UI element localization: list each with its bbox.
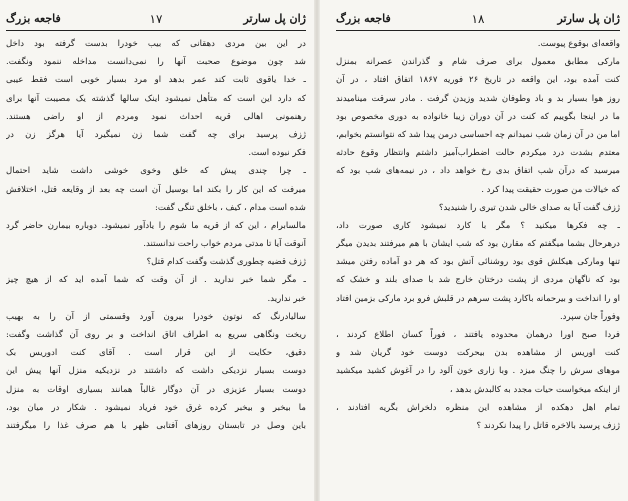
right-page-header bbox=[336, 8, 620, 30]
text-line: ما بیخبر و بیخبر کرده غرق خود فریاد نمیشود . شکار در میان بود، bbox=[6, 402, 306, 413]
text-line: بود که ناگهان مردی از پشت درختان خارج شد با صدای بلند و خشک که bbox=[336, 275, 620, 286]
text-line: وفوراً جان سپرد. bbox=[559, 311, 620, 322]
text-line: خبر ندارید. bbox=[267, 293, 306, 304]
left-header-author: ژان پل سارتر bbox=[243, 12, 306, 25]
text-line: تمام اهل دهکده از مشاهده این منظره دلخراش بگریه افتادند ، bbox=[336, 402, 620, 413]
left-header-rule bbox=[6, 30, 306, 31]
text-line: فکر نبوده است. bbox=[248, 148, 306, 159]
text-line: موهای سرش را چنگ میزد . وبا زاری خون آلود را در آغوش کشید میکشید bbox=[336, 366, 620, 377]
text-line: ژزف پرسید بالاخره قاتل را پیدا نکردند ؟ bbox=[476, 420, 620, 431]
text-line: او را انداخت و بیرحمانه باکارد پشت سرهم در قلبش فرو برد مارکی بزمین افتاد bbox=[336, 293, 620, 304]
text-line: ژزف گفت آیا به صدای خالی شدن تیری را شنیدید؟ bbox=[438, 202, 620, 213]
text-line: ـ چه فکرها میکنید ؟ مگر با کارد نمیشود کاری صورت داد، bbox=[336, 220, 620, 231]
text-line: دوست بسیار عزیزی در آن دوگار غالباً همانند بسیاری اوقات به منزل bbox=[6, 384, 306, 395]
text-line: ژزف پرسید برای چه گفت شما زن نمیگیرد آیا هرگز زن در bbox=[6, 129, 306, 140]
right-page-number: ۱۸ bbox=[471, 12, 485, 26]
text-line: روز هوا بسیار بد و باد وطوفان شدید وزیدن گرفت . مادر سرقت مینامیدند bbox=[336, 93, 620, 104]
text-line: اما من در آن زمان شب نمیدانم چه احساسی درمن پیدا شد که نتوانستم بخوابم، bbox=[336, 129, 620, 140]
text-line: دوست بسیار نزدیکی داشت که داشتند در نزدیکیه منزل آنها پیش این bbox=[6, 366, 306, 377]
right-header-title: فاجعه بزرگ bbox=[336, 12, 391, 25]
text-line: سالیادرنگ که نوتون خودرا بیرون آورد وقسمتی از آن را به بهیب bbox=[6, 311, 306, 322]
text-line: ما در اینجا بگوییم که کنت در آن دوران زیبا خانواده به دوری مخصوص بود bbox=[336, 111, 620, 122]
text-line: در این بین مردی دهقانی که بیب خودرا بدست گرفته بود داخل bbox=[6, 39, 306, 49]
text-line: باین وصل در تابستان روزهای آفتابی ظهر با هم صرف غذا را میگرفتند bbox=[6, 420, 306, 431]
text-line: شده است مدام ، کیف ، باخلق تنگی گفت: bbox=[154, 202, 306, 213]
text-line: درهرحال بشما میگفتم که مقارن بود که شب ایشان با هم میرفتند بدیدن میگر bbox=[336, 239, 620, 250]
text-line: واقعه‌ای بوقوع پیوست. bbox=[537, 39, 620, 49]
text-line: میرفت که این کار را بکند اما بوسیل آن است چه بعد از وقایعه قتل، اختلافش bbox=[6, 184, 306, 195]
text-line: مالسابرام ، این که از قریه ما شوم را یادآور نمیشود. دوباره بیمارن حاضر گرد bbox=[6, 220, 306, 231]
text-line: آنوقت آیا تا مدتی مردم خواب راحت ندانستند. bbox=[143, 239, 306, 250]
text-line: مارکی مطابق معمول برای صرف شام و گذراندن عصرانه بمنزل bbox=[336, 57, 620, 68]
text-line: کنت اوریس از مشاهده بدن بیحرکت دوست خود گریان شد و bbox=[336, 348, 620, 359]
text-line: ـ چرا چندی پیش که خلق وخوی خوشی داشت شاید احتمال bbox=[6, 166, 306, 177]
text-line: ـ مگر شما خبر ندارید . از آن وقت که شما آمده اید که از هیچ چیز bbox=[6, 275, 306, 286]
text-line: که دارد این است که متأهل نمیشود اینک سالها گذشته یک مصیبت آنها برای bbox=[6, 93, 306, 104]
left-page-number: ۱۷ bbox=[149, 12, 163, 26]
text-line: از اینکه میخواست حیات مجدد به کالبدش بدهد ، bbox=[449, 384, 620, 395]
right-header-rule bbox=[336, 30, 620, 31]
text-line: میرسید که درآن شب اتفاق بدی رخ خواهد داد ، در نیمه‌های شب بود که bbox=[336, 166, 620, 177]
text-line: که خیالات من صورت حقیقت پیدا کرد . bbox=[481, 184, 620, 195]
text-line: ـ خدا یاقوی ثابت کند عمر بدهد او مرد بسیار خوبی است فقط عیبی bbox=[6, 75, 306, 86]
right-header-author: ژان پل سارتر bbox=[557, 12, 620, 25]
text-line: دقیق، حکایت از این قرار است . آقای کنت ادوریس بک bbox=[6, 348, 306, 359]
left-header-title: فاجعه بزرگ bbox=[6, 12, 61, 25]
text-line: کنت آمده بود، این واقعه در تاریخ ۲۶ فوریه ۱۸۶۷ اتفاق افتاد ، در آن bbox=[336, 75, 620, 86]
right-page-body bbox=[336, 35, 620, 435]
text-line: معتدم بشدت درد میکردم حالت اضطراب‌آمیز داشتم وانتظار وقوع حادثه bbox=[336, 148, 620, 159]
text-line: فردا صبح اورا درهمان محدوده یافتند ، فوراً کسان اطلاع کردند ، bbox=[336, 330, 620, 340]
text-line: تنها ومارکی هیکلش قوی بود روشنائی آتش بود که هر دو آماده رفتن میشد bbox=[336, 257, 620, 268]
left-page-header bbox=[6, 8, 306, 30]
text-line: ریخت ونگاهی سریع به اطراف اتاق انداخت و بر روی آن گذاشت وگفت: bbox=[6, 330, 306, 340]
text-line: ژزف قضیه چطوری گذشت وگفت کدام قتل؟ bbox=[146, 257, 306, 268]
right-page bbox=[318, 0, 628, 501]
text-line: شد چون موضوع صحبت آنها را نمی‌دانست مداخله ننمود ونگفت. bbox=[6, 57, 306, 68]
text-line: رهنمونی اهالی قریه احداث نمود ومردم از او راضی هستند. bbox=[6, 111, 306, 122]
left-page-body bbox=[6, 35, 306, 435]
